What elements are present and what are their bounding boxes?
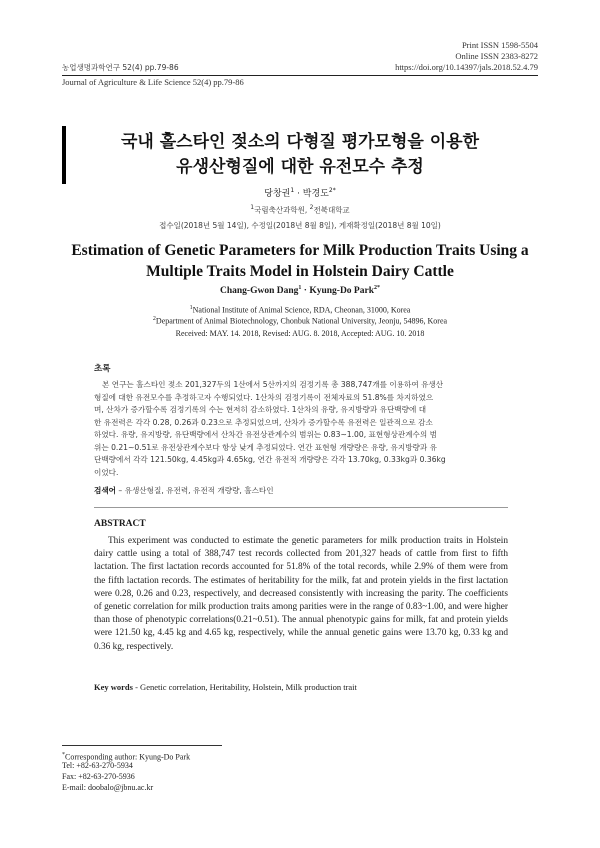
korean-abstract-line: 본 연구는 홀스타인 젖소 201,327두의 1산에서 5산까지의 검정기록 총 388,747개를 이용하여 유생산	[102, 380, 444, 389]
korean-author2: 박경도	[302, 189, 329, 199]
english-keywords	[94, 682, 508, 692]
korean-abstract-line: 형질에 대한 유전모수를 추정하고자 수행되었다. 1산차의 검정기록이 전체자료의 51.8%를 차지하였으	[94, 392, 434, 402]
footnote-rule	[62, 745, 222, 746]
korean-abstract-line: 이었다.	[94, 467, 119, 477]
english-journal-citation: Journal of Agriculture & Life Science 52(4) pp.79-86	[62, 77, 244, 87]
english-author2: Kyung-Do Park	[309, 286, 374, 297]
english-title-line2: Multiple Traits Model in Holstein Dairy Cattle	[146, 263, 454, 280]
footnote-email[interactable]: E-mail: doobalo@jbnu.ac.kr	[62, 783, 154, 792]
english-affiliation1: $^1$National Institute of Animal Science, RDA, Cheonan, 31000, Korea	[189, 305, 411, 315]
korean-dates: 접수일(2018년 5월 14일), 수정일(2018년 8월 8일), 게재확정일(2018년 8월 10일)	[159, 221, 441, 230]
section-divider	[94, 507, 508, 508]
english-dates: Received: MAY. 14. 2018, Revised: AUG. 8. 2018, Accepted: AUG. 10. 2018	[175, 329, 425, 338]
korean-affiliations: $^1$국립축산과학원, $^2$전북대학교	[250, 204, 350, 215]
english-keywords-label: Key words	[94, 682, 133, 692]
title-accent-bar	[62, 126, 66, 184]
korean-journal-citation: 농업생명과학연구 52(4) pp.79-86	[62, 63, 179, 72]
korean-keywords	[94, 485, 508, 496]
header-rule	[62, 75, 538, 76]
english-author1: Chang-Gwon Dang	[220, 286, 299, 297]
korean-abstract-line: 위는 0.21~0.51로 유전상관계수보다 항상 낮게 추정되었다. 연간 표현형 개량량은 유량, 유지방량과 유	[94, 442, 437, 452]
footnote-tel: Tel: +82-63-270-5934	[62, 761, 133, 770]
english-authors: Chang-Gwon Dang$^1$ · Kyung-Do Park$^{2*}$	[220, 285, 380, 297]
korean-title-line1: 국내 홀스타인 젖소의 다형질 평가모형을 이용한	[120, 132, 480, 152]
english-abstract-body	[94, 535, 508, 654]
english-abstract-text: This experiment was conducted to estimate the genetic parameters for milk production traits in Holstein dairy cattle using a total of 388,747 test records collected from 201,327 heads of cattle from first to fifth lactation. The first lactation records accounted for 51.8% of the total records, while 2.9% of them were from the fifth lactation records. The estimates of heritability for the milk, fat and protein yields in the first lactation were 0.28, 0.26 and 0.23, respectively, and decreased consistently with increasing the parity. The coefficients of genetic correlation for milk production traits among parities were in the range of 0.83~1.00, and were higher than those of phenotypic correlations(0.21~0.51). The annual phenotypic gains for milk, fat and protein yields were 121.50 kg, 4.45 kg and 4.65 kg, respectively, while the annual genetic gains were 13.70 kg, 0.33 kg and 0.36 kg, respectively.	[94, 536, 508, 652]
english-title-line1: Estimation of Genetic Parameters for Milk Production Traits Using a	[71, 242, 529, 259]
korean-abstract-line: 며, 산차가 증가할수록 검정기록의 수는 현저히 감소하였다. 1산차의 유량, 유지방량과 유단백량에 대	[94, 405, 427, 414]
korean-keywords-label: 검색어	[94, 486, 117, 495]
korean-title-line2: 유생산형질에 대한 유전모수 추정	[176, 157, 424, 177]
print-issn: Print ISSN 1598-5504	[461, 40, 538, 50]
english-abstract-heading: ABSTRACT	[94, 519, 146, 529]
korean-keywords-list: – 유생산형질, 유전력, 유전적 개량량, 홀스타인	[116, 486, 274, 495]
korean-abstract-heading: 초록	[94, 364, 111, 374]
korean-abstract-line: 한 유전력은 각각 0.28, 0.26과 0.23으로 추정되었으며, 산차가 증가할수록 유전력은 일관적으로 감소	[94, 417, 433, 427]
doi-link[interactable]: https://doi.org/10.14397/jals.2018.52.4.79	[395, 62, 538, 72]
footnote-corresponding: *Corresponding author: Kyung-Do Park	[62, 752, 191, 762]
korean-author1: 당창권	[264, 189, 291, 199]
english-keywords-list: - Genetic correlation, Heritability, Holstein, Milk production trait	[132, 682, 357, 692]
korean-abstract-line: 단백량에서 각각 121.50kg, 4.45kg과 4.65kg, 연간 유전적 개량량은 각각 13.70kg, 0.33kg과 0.36kg	[94, 455, 446, 464]
online-issn: Online ISSN 2383-8272	[455, 51, 538, 61]
korean-abstract-line: 하였다. 유량, 유지방량, 유단백량에서 산차간 유전상관계수의 범위는 0.83~1.00, 표현형상관계수의 범	[94, 430, 437, 439]
korean-authors: 당창권$^1$ · 박경도$^{2*}$	[264, 187, 336, 199]
english-affiliation2: $^2$Department of Animal Biotechnology, Chonbuk National University, Jeonju, 54896, Korea	[152, 316, 448, 326]
footnote-fax: Fax: +82-63-270-5936	[62, 772, 135, 781]
korean-abstract-body	[94, 379, 508, 479]
